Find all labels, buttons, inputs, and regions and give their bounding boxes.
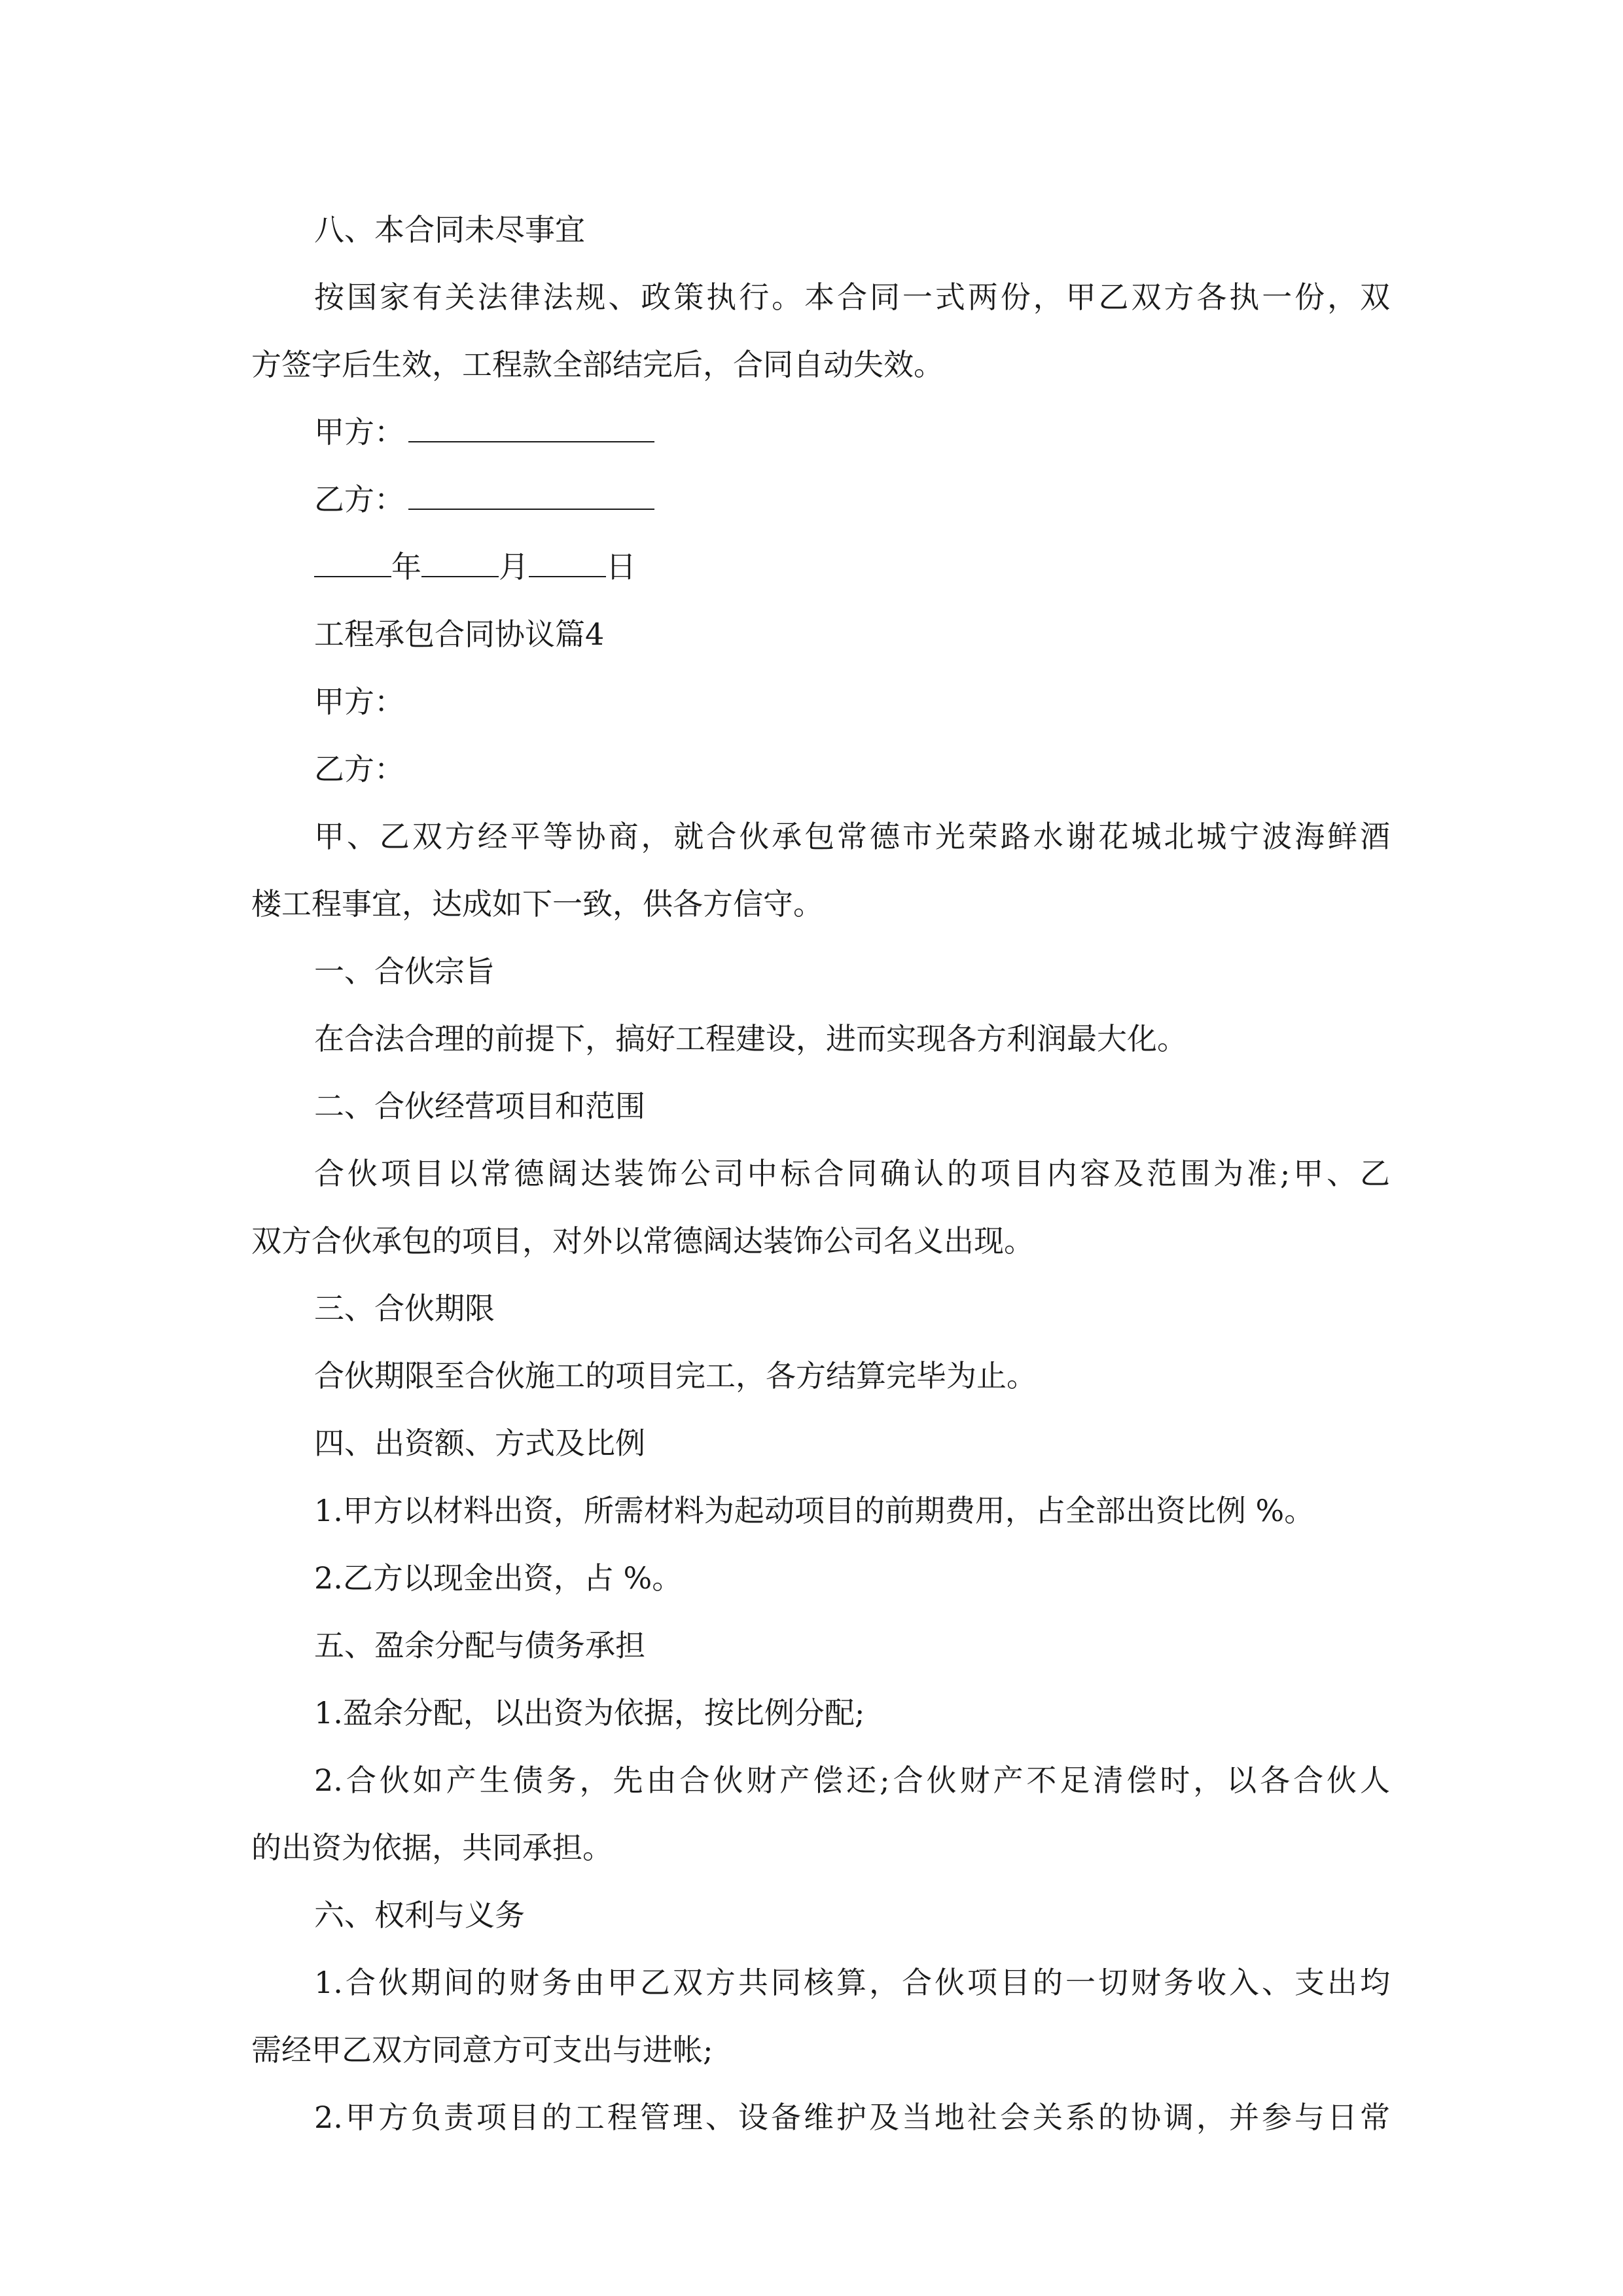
month-label: 月 xyxy=(499,549,529,584)
paragraph-line: 甲、乙双方经平等协商，就合伙承包常德市光荣路水谢花城北城宁波海鲜酒 xyxy=(314,819,1390,854)
list-item: 2.甲方负责项目的工程管理、设备维护及当地社会关系的协调，并参与日常 xyxy=(314,2100,1390,2135)
section-heading-6: 六、权利与义务 xyxy=(314,1897,525,1933)
party-a-label: 甲方： xyxy=(314,684,404,719)
day-blank xyxy=(529,550,606,577)
party-a-label: 甲方： xyxy=(314,414,404,450)
section-heading-8: 八、本合同未尽事宜 xyxy=(314,212,585,247)
paragraph-line: 需经甲乙双方同意方可支出与进帐; xyxy=(251,2032,713,2068)
paragraph-line: 在合法合理的前提下，搞好工程建设，进而实现各方利润最大化。 xyxy=(314,1021,1187,1056)
section-heading-5: 五、盈余分配与债务承担 xyxy=(314,1628,645,1663)
year-blank xyxy=(314,550,391,577)
paragraph-line: 合伙项目以常德阔达装饰公司中标合同确认的项目内容及范围为准;甲、乙 xyxy=(314,1156,1390,1191)
paragraph-line: 合伙期限至合伙施工的项目完工，各方结算完毕为止。 xyxy=(314,1358,1037,1393)
party-b-label: 乙方： xyxy=(314,482,404,517)
party-b-signature-line xyxy=(251,466,1390,533)
date-line xyxy=(251,533,1390,601)
party-b-label: 乙方： xyxy=(314,751,404,787)
section-heading-3: 三、合伙期限 xyxy=(314,1291,495,1326)
contract-title: 工程承包合同协议篇4 xyxy=(314,617,605,652)
paragraph-line: 方签字后生效，工程款全部结完后，合同自动失效。 xyxy=(251,347,944,382)
month-blank xyxy=(421,550,499,577)
document-page xyxy=(251,196,1390,2151)
paragraph-line: 的出资为依据，共同承担。 xyxy=(251,1830,613,1865)
list-item: 1.合伙期间的财务由甲乙双方共同核算，合伙项目的一切财务收入、支出均 xyxy=(314,1965,1390,2000)
list-item: 1.盈余分配，以出资为依据，按比例分配; xyxy=(314,1695,865,1731)
list-item: 1.甲方以材料出资，所需材料为起动项目的前期费用，占全部出资比例 %。 xyxy=(314,1493,1315,1528)
list-item: 2.乙方以现金出资，占 %。 xyxy=(314,1560,683,1596)
paragraph-line: 按国家有关法律法规、政策执行。本合同一式两份，甲乙双方各执一份，双 xyxy=(314,279,1390,315)
paragraph-line: 楼工程事宜，达成如下一致，供各方信守。 xyxy=(251,886,823,922)
paragraph-line: 双方合伙承包的项目，对外以常德阔达装饰公司名义出现。 xyxy=(251,1223,1034,1259)
day-label: 日 xyxy=(606,549,636,584)
section-heading-1: 一、合伙宗旨 xyxy=(314,954,495,989)
signature-blank xyxy=(408,415,654,442)
section-heading-2: 二、合伙经营项目和范围 xyxy=(314,1088,645,1124)
signature-blank xyxy=(408,482,654,510)
year-label: 年 xyxy=(391,549,421,584)
section-heading-4: 四、出资额、方式及比例 xyxy=(314,1426,645,1461)
list-item: 2.合伙如产生债务，先由合伙财产偿还;合伙财产不足清偿时，以各合伙人 xyxy=(314,1763,1390,1798)
party-a-signature-line xyxy=(251,399,1390,466)
